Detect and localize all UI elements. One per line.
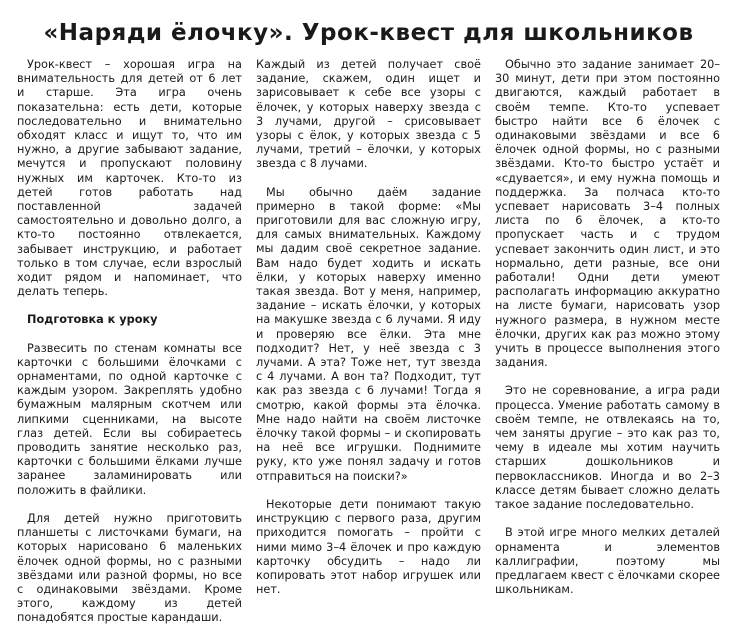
paragraph: Это не соревнование, а игра ради процесса. Умение работать самому в своём темпе, не отвлекаясь на то, чем заняты другие – это как раз то, чему в идеале мы хотим научить старших дошкольников и первоклассников. Иногда и во 2–3 классе детям бывает сложно делать такое задание последовательно.	[495, 384, 720, 512]
section-heading: Подготовка к уроку	[27, 313, 158, 327]
column-1	[17, 58, 242, 626]
column-3	[495, 58, 720, 626]
paragraph: Каждый из детей получает своё задание, скажем, один ищет и зарисовывает к себе все узоры с ёлочек, у которых наверху звезда с 3 лучами, другой – срисовывает узоры с ёлок, у которых звезда с 5 лучами, третий – ёлочки, у которых звезда с 8 лучами.	[256, 58, 481, 171]
column-2	[256, 58, 481, 626]
article-columns	[17, 58, 720, 626]
paragraph: Урок-квест – хорошая игра на внимательность для детей от 6 лет и старше. Эта игра очень показательна: есть дети, которые последовательно и внимательно обходят класс и ищут то, что им нужно, а другие забывают задание, мечутся и пропускают половину нужных им карточек. Кто-то из детей готов работать над поставленной задачей самостоятельно и довольно долго, а кто-то постоянно отвлекается, забывает инструкцию, и работает только в том случае, если взрослый ходит рядом и напоминает, что делать теперь.	[17, 58, 242, 299]
paragraph: Мы обычно даём задание примерно в такой форме: «Мы приготовили для вас сложную игру, для самых внимательных. Каждому мы дадим своё секретное задание. Вам надо будет ходить и искать ёлки, у которых наверху именно такая звезда. Вот у меня, например, задание – искать ёлочки, у которых на макушке звезда с 6 лучами. Я иду и проверяю все ёлки. Эта мне подходит? Нет, у неё звезда с 3 лучами. А эта? Тоже нет, тут звезда с 4 лучами. А вон та? Подходит, тут как раз звезда с 6 лучами! Тогда я смотрю, какой формы эта ёлочка. Мне надо найти на своём листочке ёлочку такой формы – и скопировать на неё все игрушки. Поднимите руку, кто уже понял задачу и готов отправиться на поиски?»	[256, 185, 481, 483]
paragraph: В этой игре много мелких деталей орнамента и элементов каллиграфии, поэтому мы предлагаем квест с ёлочками скорее школьникам.	[495, 526, 720, 597]
paragraph: Развесить по стенам комнаты все карточки с большими ёлочками с орнаментами, по одной карточке с каждым узором. Закреплять удобно бумажным малярным скотчем или липкими сценниками, на высоте глаз детей. Если вы собираетесь проводить занятие несколько раз, карточки с большими ёлками лучше заранее заламинировать или положить в файлики.	[17, 341, 242, 497]
paragraph: Для детей нужно приготовить планшеты с листочками бумаги, на которых нарисовано 6 маленьких ёлочек одной формы, но с разными звёздами или разной формы, но все с одинаковыми звёздами. Кроме этого, каждому из детей понадобятся простые карандаши.	[17, 511, 242, 625]
paragraph: Некоторые дети понимают такую инструкцию с первого раза, другим приходится помогать – пройти с ними мимо 3–4 ёлочек и про каждую карточку обсудить – надо ли копировать этот набор игрушек или нет.	[256, 497, 481, 597]
article-title: «Наряди ёлочку». Урок-квест для школьников	[43, 20, 694, 46]
paragraph: Обычно это задание занимает 20–30 минут, дети при этом постоянно двигаются, каждый работает в своём темпе. Кто-то успевает быстро найти все 6 ёлочек с одинаковыми звёздами и все 6 ёлочек одной формы, но с разными звёздами. Кто-то быстро устаёт и «сдувается», и ему нужна помощь и поддержка. За полчаса кто-то успевает нарисовать 3–4 полных листа по 6 ёлочек, а кто-то пропускает часть и с трудом успевает закончить один лист, и это нормально, дети разные, все они работали! Одни дети умеют располагать информацию аккуратно на листе бумаги, нарисовать узор нужного размера, в нужном месте ёлочки, других как раз можно этому учить в процессе выполнения этого задания.	[495, 58, 720, 370]
